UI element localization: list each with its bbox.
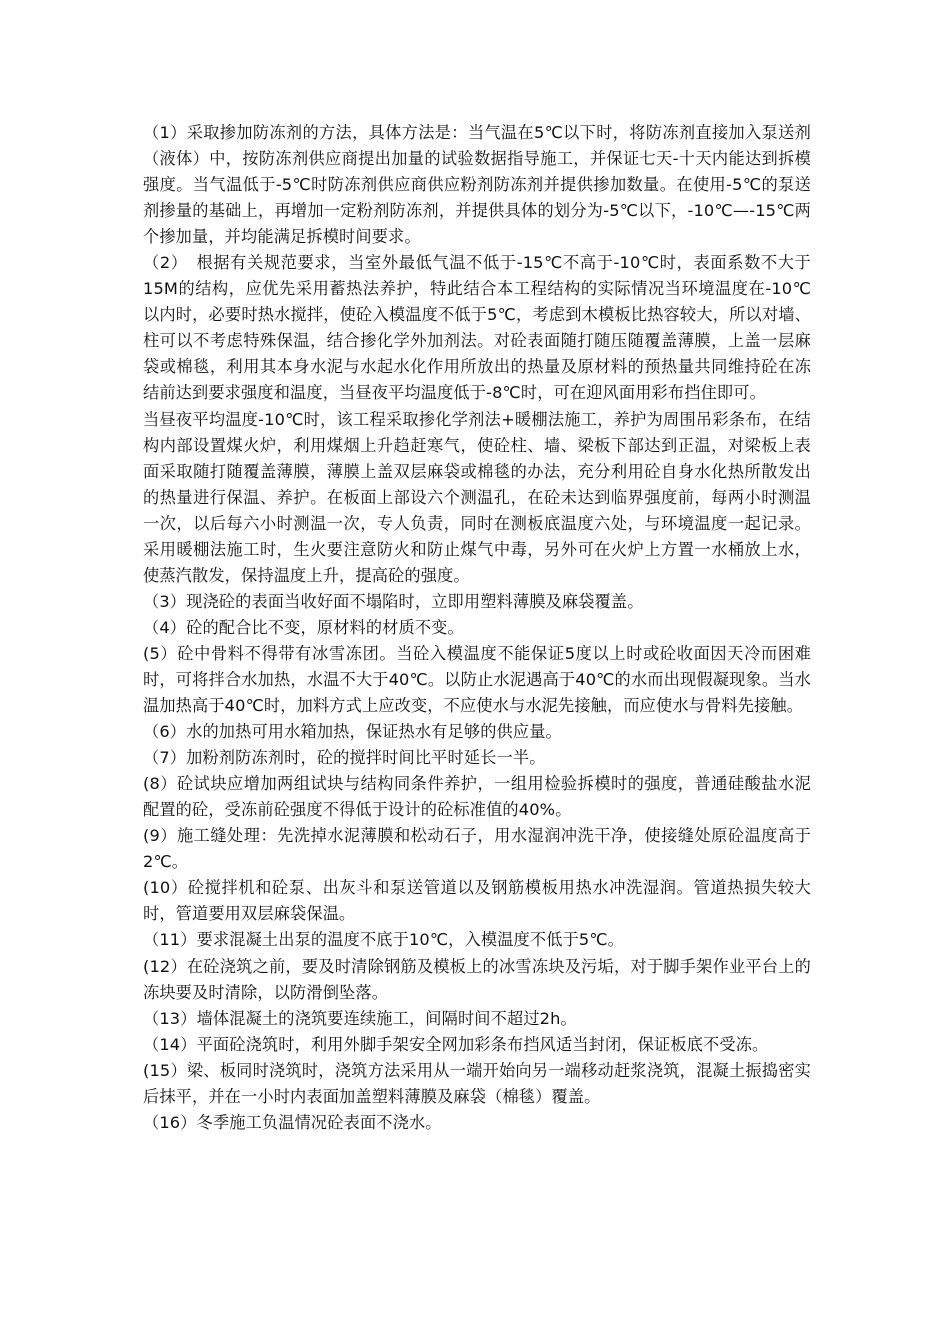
paragraph-12: （11）要求混凝土出泵的温度不底于10℃，入模温度不低于5℃。	[143, 930, 625, 950]
paragraph-14: （13）墙体混凝土的浇筑要连续施工，间隔时间不超过2h。	[143, 1008, 577, 1028]
paragraph-1: （1）采取掺加防冻剂的方法，具体方法是：当气温在5℃以下时，将防冻剂直接加入泵送剂（液体）中，按防冻剂供应商提出加量的试验数据指导施工，并保证七天-十天内能达到拆模强度。当气温低于-5℃时防冻剂供应商供应粉剂防冻剂并提供掺加数量。在使用-5℃的泵送剂掺量的基础上，再增加一定粉剂防冻剂，并提供具体的划分为-5℃以下，-10℃—-15℃两个掺加量，并均能满足拆模时间要求。	[143, 123, 811, 247]
paragraph-17: （16）冬季施工负温情况砼表面不浇水。	[143, 1112, 442, 1132]
paragraph-13: (12）在砼浇筑之前，要及时清除钢筋及模板上的冰雪冻块及污垢，对于脚手架作业平台上的冻块要及时清除，以防滑倒坠落。	[143, 956, 811, 1002]
paragraph-15: （14）平面砼浇筑时，利用外脚手架安全网加彩条布挡风适当封闭，保证板底不受冻。	[143, 1034, 769, 1054]
paragraph-11: (10）砼搅拌机和砼泵、出灰斗和泵送管道以及钢筋模板用热水冲洗湿润。管道热损失较大时，管道要用双层麻袋保温。	[143, 878, 811, 924]
paragraph-6: (5）砼中骨料不得带有冰雪冻团。当砼入模温度不能保证5度以上时或砼收面因天冷而困难时，可将拌合水加热，水温不大于40℃。以防止水泥遇高于40℃的水而出现假凝现象。当水温加热高于40℃时，加料方式上应改变，不应使水与水泥先接触，而应使水与骨料先接触。	[143, 643, 811, 716]
paragraph-9: (8）砼试块应增加两组试块与结构同条件养护，一组用检验拆模时的强度，普通硅酸盐水泥配置的砼，受冻前砼强度不得低于设计的砼标准值的40%。	[143, 774, 811, 820]
paragraph-5: （4）砼的配合比不变，原材料的材质不变。	[143, 617, 464, 637]
document-body	[143, 120, 811, 1136]
paragraph-16: (15）梁、板同时浇筑时，浇筑方法采用从一端开始向另一端移动赶浆浇筑，混凝土振捣密实后抹平，并在一小时内表面加盖塑料薄膜及麻袋（棉毯）覆盖。	[143, 1060, 811, 1106]
paragraph-8: （7）加粉剂防冻剂时，砼的搅拌时间比平时延长一半。	[143, 748, 546, 768]
paragraph-3: 当昼夜平均温度-10℃时，该工程采取掺化学剂法+暖棚法施工，养护为周围吊彩条布，在结构内部设置煤火炉，利用煤烟上升趋赶寒气，使砼柱、墙、梁板下部达到正温，对梁板上表面采取随打随覆盖薄膜，薄膜上盖双层麻袋或棉毯的办法，充分利用砼自身水化热所散发出的热量进行保温、养护。在板面上部设六个测温孔，在砼未达到临界强度前，每两小时测温一次，以后每六小时测温一次，专人负责，同时在测板底温度六处，与环境温度一起记录。采用暖棚法施工时，生火要注意防火和防止煤气中毒，另外可在火炉上方置一水桶放上水，使蒸汽散发，保持温度上升，提高砼的强度。	[143, 409, 811, 585]
paragraph-2: （2） 根据有关规范要求，当室外最低气温不低于-15℃不高于-10℃时，表面系数不大于15M的结构，应优先采用蓄热法养护，特此结合本工程结构的实际情况当环境温度在-10℃以内时，必要时热水搅拌，使砼入模温度不低于5℃，考虑到木模板比热容较大，所以对墙、柱可以不考虑特殊保温，结合掺化学外加剂法。对砼表面随打随压随覆盖薄膜，上盖一层麻袋或棉毯，利用其本身水泥与水起水化作用所放出的热量及原材料的预热量共同维持砼在冻结前达到要求强度和温度，当昼夜平均温度低于-8℃时，可在迎风面用彩布挡住即可。	[143, 253, 811, 403]
paragraph-4: （3）现浇砼的表面当收好面不塌陷时，立即用塑料薄膜及麻袋覆盖。	[143, 591, 644, 611]
paragraph-10: (9）施工缝处理：先洗掉水泥薄膜和松动石子，用水湿润冲洗干净，使接缝处原砼温度高于2℃。	[143, 826, 811, 872]
paragraph-7: （6）水的加热可用水箱加热，保证热水有足够的供应量。	[143, 722, 562, 742]
